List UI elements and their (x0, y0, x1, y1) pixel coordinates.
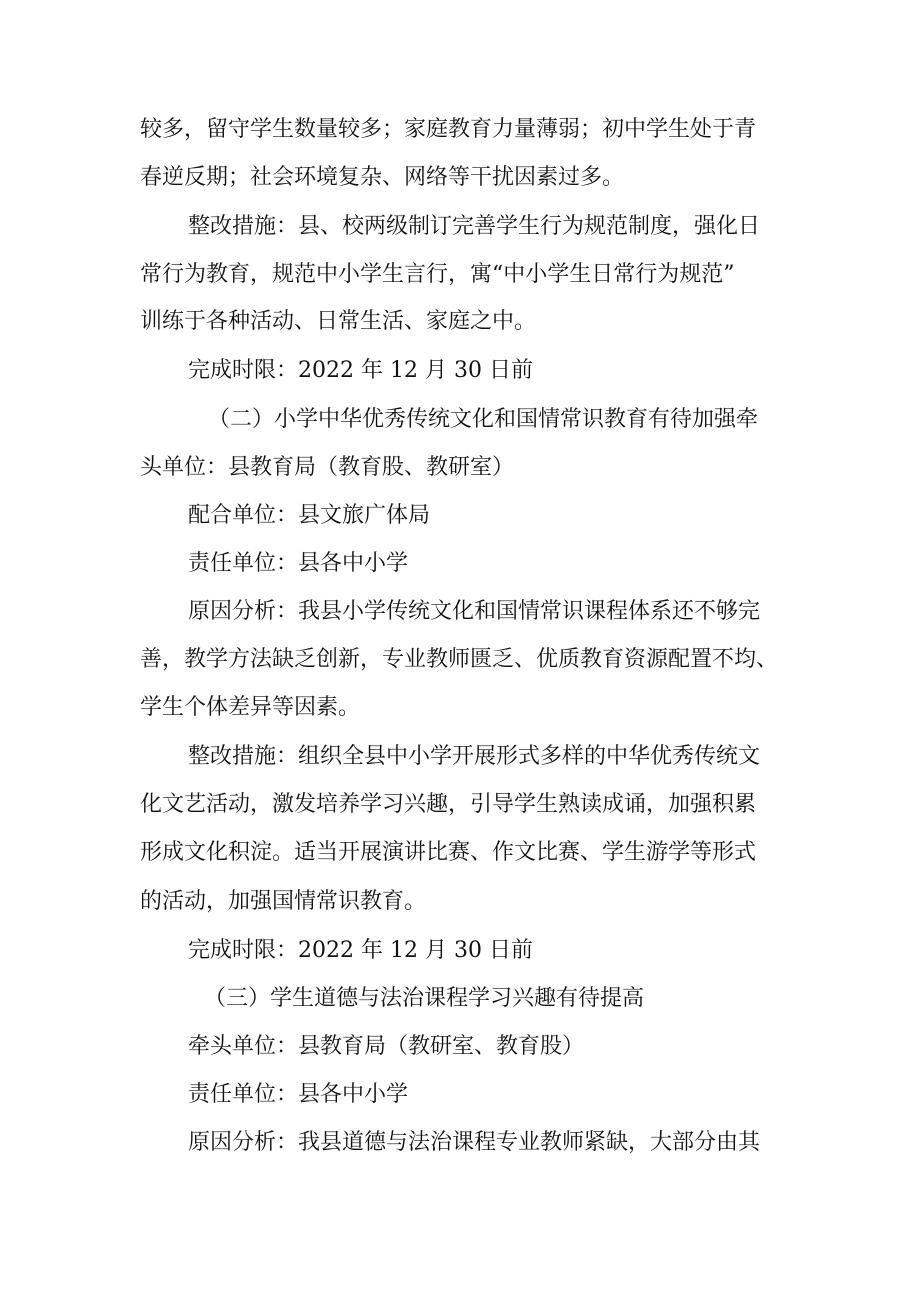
unit-line: 配合单位：县文旅广体局 (188, 503, 431, 528)
paragraph-first-line: 原因分析：我县小学传统文化和国情常识课程体系还不够完 (188, 599, 761, 624)
section-heading: （三）学生道德与法治课程学习兴趣有待提高 (204, 986, 645, 1011)
deadline-line: 完成时限：2022 年 12 月 30 日前 (188, 358, 533, 383)
body-text-line: 春逆反期；社会环境复杂、网络等干扰因素过多。 (140, 165, 625, 190)
section-heading: （二）小学中华优秀传统文化和国情常识教育有待加强牵 (208, 407, 759, 432)
unit-line: 责任单位：县各中小学 (188, 1082, 409, 1107)
paragraph-first-line: 整改措施：组织全县中小学开展形式多样的中华优秀传统文 (188, 744, 761, 769)
unit-line: 责任单位：县各中小学 (188, 551, 409, 576)
body-text-line: 善，教学方法缺乏创新，专业教师匮乏、优质教育资源配置不均、 (140, 647, 779, 672)
unit-line: 牵头单位：县教育局（教研室、教育股） (188, 1034, 585, 1059)
body-text-line: 学生个体差异等因素。 (140, 695, 361, 720)
body-text-line: 形成文化积淀。适当开展演讲比赛、作文比赛、学生游学等形式 (140, 840, 757, 865)
body-text-line: 的活动，加强国情常识教育。 (140, 889, 427, 914)
body-text-line: 训练于各种活动、日常生活、家庭之中。 (140, 309, 537, 334)
deadline-line: 完成时限：2022 年 12 月 30 日前 (188, 938, 533, 963)
body-text-line: 较多，留守学生数量较多；家庭教育力量薄弱；初中学生处于青 (140, 117, 757, 142)
body-text-line: 头单位：县教育局（教育股、教研室） (140, 455, 515, 480)
paragraph-first-line: 原因分析：我县道德与法治课程专业教师紧缺，大部分由其 (188, 1130, 761, 1155)
body-text-line: 常行为教育，规范中小学生言行，寓“中小学生日常行为规范” (140, 262, 735, 287)
paragraph-first-line: 整改措施：县、校两级制订完善学生行为规范制度，强化日 (188, 214, 761, 239)
body-text-line: 化文艺活动，激发培养学习兴趣，引导学生熟读成诵，加强积累 (140, 792, 757, 817)
